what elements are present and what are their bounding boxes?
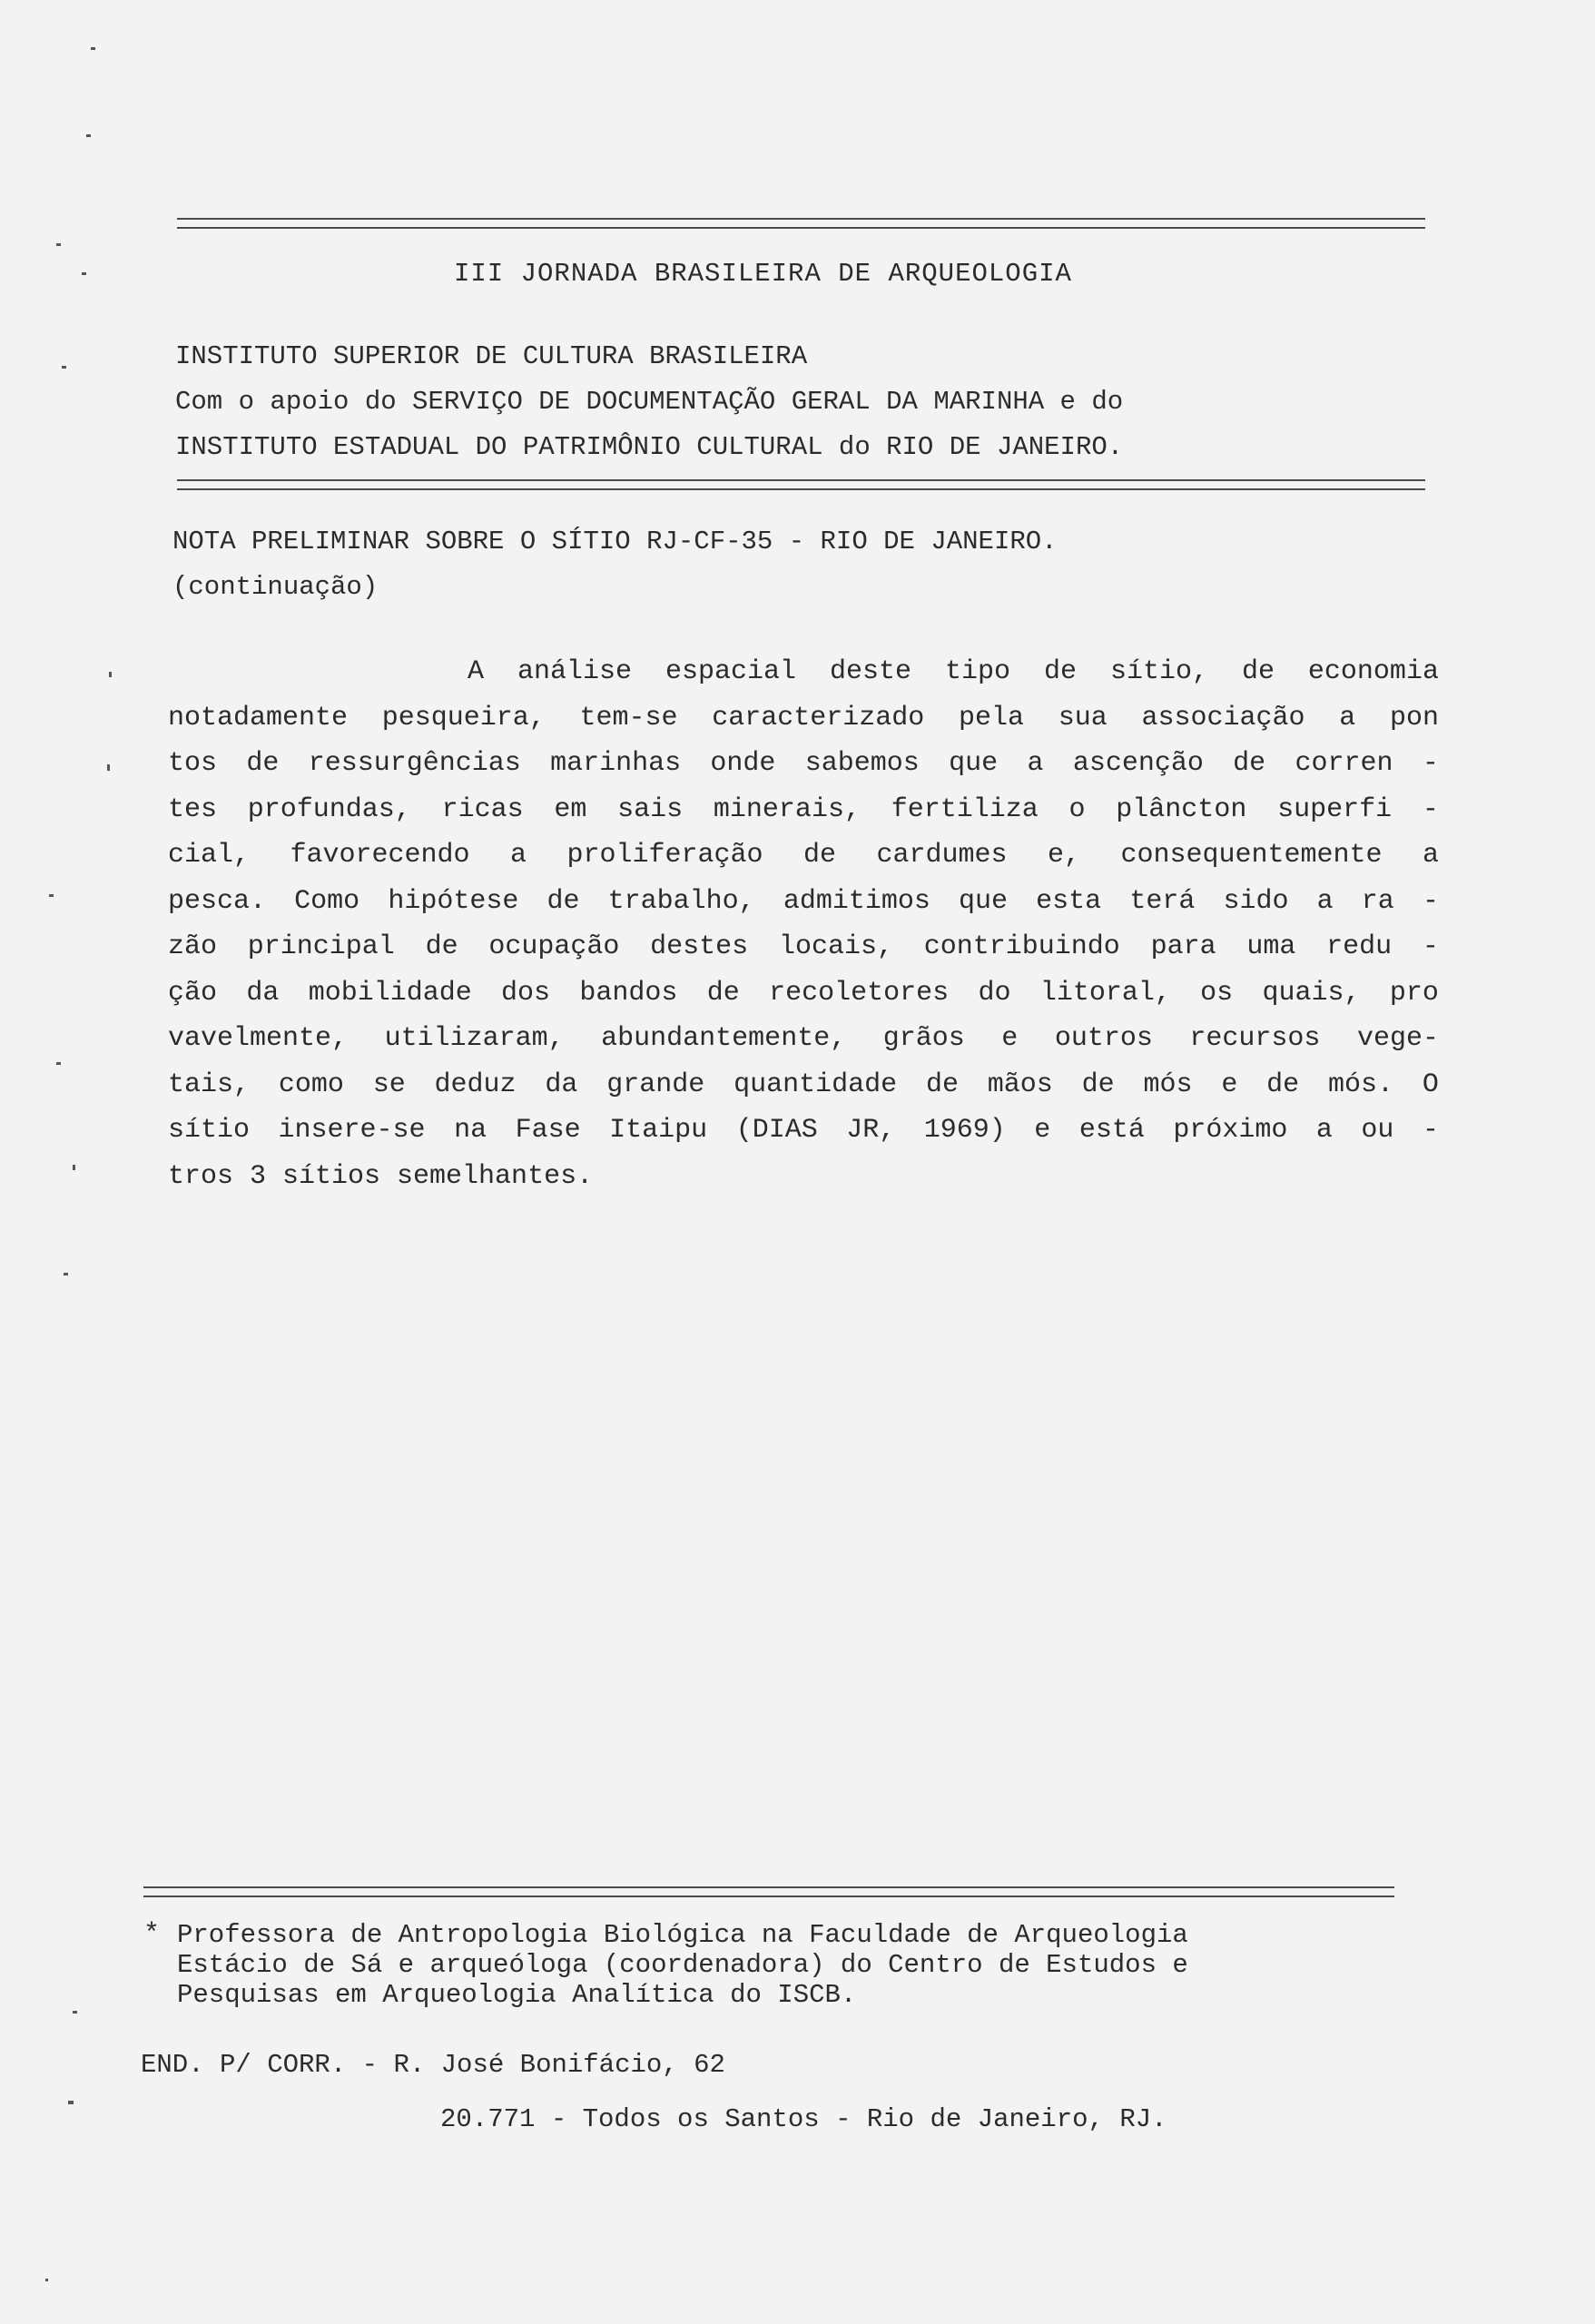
body-line: tos de ressurgências marinhas onde sabemos que a ascenção de corren - xyxy=(168,748,1439,779)
header-line-3: INSTITUTO ESTADUAL DO PATRIMÔNIO CULTURAL do RIO DE JANEIRO. xyxy=(175,432,1124,462)
body-line: ção da mobilidade dos bandos de recoletores do litoral, os quais, pro xyxy=(168,977,1439,1009)
conference-title: III JORNADA BRASILEIRA DE ARQUEOLOGIA xyxy=(454,259,1072,289)
note-heading xyxy=(172,519,1425,610)
header-line-1: INSTITUTO SUPERIOR DE CULTURA BRASILEIRA xyxy=(175,341,808,371)
body-paragraph xyxy=(168,649,1439,1199)
body-line: notadamente pesqueira, tem-se caracterizado pela sua associação a pon xyxy=(168,702,1439,734)
footnote-line-2: Estácio de Sá e arqueóloga (coordenadora) do Centro de Estudos e xyxy=(177,1950,1188,1980)
address-line-2: 20.771 - Todos os Santos - Rio de Janeiro, RJ. xyxy=(440,2104,1167,2134)
footnote-marker: * xyxy=(143,1919,161,1950)
footnote-line-3: Pesquisas em Arqueologia Analítica do ISCB. xyxy=(177,1980,857,2010)
body-line: sítio insere-se na Fase Itaipu (DIAS JR, 1969) e está próximo a ou - xyxy=(168,1115,1439,1146)
body-line: tes profundas, ricas em sais minerais, fertiliza o plâncton superfi - xyxy=(168,793,1439,825)
institution-header xyxy=(175,334,1428,470)
body-line: A análise espacial deste tipo de sítio, de economia xyxy=(468,656,1439,687)
correspondence-address xyxy=(141,2038,1412,2147)
top-double-rule xyxy=(177,218,1425,229)
note-title: NOTA PRELIMINAR SOBRE O SÍTIO RJ-CF-35 - RIO DE JANEIRO. xyxy=(172,527,1058,556)
address-line-1: END. P/ CORR. - R. José Bonifácio, 62 xyxy=(141,2050,725,2080)
body-line: pesca. Como hipótese de trabalho, admitimos que esta terá sido a ra - xyxy=(168,885,1439,917)
body-line: zão principal de ocupação destes locais, contribuindo para uma redu - xyxy=(168,931,1439,962)
header-double-rule xyxy=(177,479,1425,490)
header-line-2: Com o apoio do SERVIÇO DE DOCUMENTAÇÃO GERAL DA MARINHA e do xyxy=(175,387,1124,417)
footnote-double-rule xyxy=(143,1886,1394,1897)
note-subtitle: (continuação) xyxy=(172,572,379,602)
body-line: tais, como se deduz da grande quantidade de mãos de mós e de mós. O xyxy=(168,1068,1439,1100)
body-line: vavelmente, utilizaram, abundantemente, grãos e outros recursos vege- xyxy=(168,1023,1439,1054)
footnote xyxy=(136,1920,1407,2010)
body-line: cial, favorecendo a proliferação de cardumes e, consequentemente a xyxy=(168,840,1439,871)
body-line: tros 3 sítios semelhantes. xyxy=(168,1160,594,1192)
footnote-line-1: Professora de Antropologia Biológica na Faculdade de Arqueologia xyxy=(177,1920,1188,1950)
